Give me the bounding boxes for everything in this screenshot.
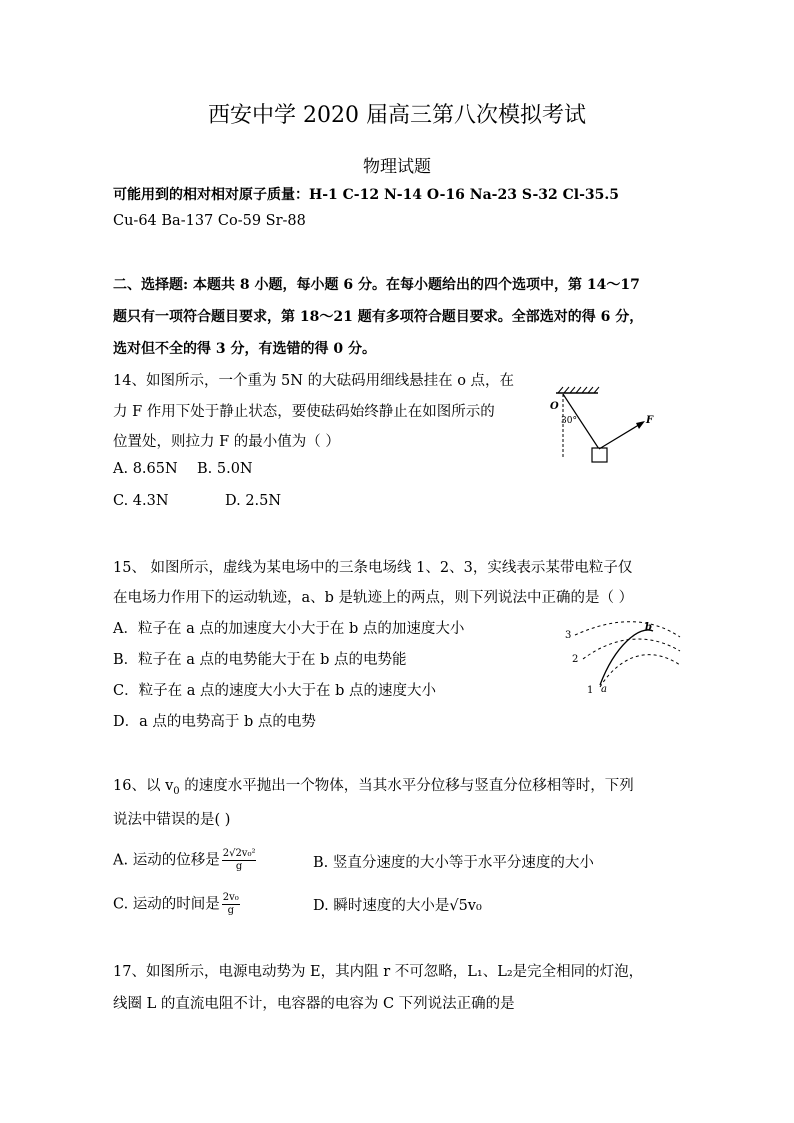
q14-figure (530, 385, 660, 470)
section2-line-1: 二、选择题: 本题共 8 小题，每小题 6 分。在每小题给出的四个选项中，第 14～17 (113, 277, 640, 293)
q15-option-b: B．粒子在 a 点的电势能大于在 b 点的电势能 (113, 652, 407, 668)
q16-line-2: 说法中错误的是( ) (113, 812, 231, 828)
q14-option-c: C. 4.3N (113, 493, 169, 509)
fraction-numerator: 2v₀ (222, 892, 239, 903)
q16-line-1-post: 的速度水平抛出一个物体，当其水平分位移与竖直分位移相等时，下列 (179, 778, 634, 794)
q15-line-2: 在电场力作用下的运动轨迹，a、b 是轨迹上的两点，则下列说法中正确的是（ ） (113, 590, 634, 606)
q15-option-a: A．粒子在 a 点的加速度大小大于在 b 点的加速度大小 (113, 621, 465, 637)
label-1: 1 (587, 685, 594, 696)
fraction-denominator: g (227, 905, 235, 916)
q15-option-c: C．粒子在 a 点的速度大小大于在 b 点的速度大小 (113, 683, 436, 699)
label-a: a (601, 684, 607, 695)
q16-line-1-pre: 16、以 (113, 778, 166, 794)
q16-option-c (113, 892, 242, 917)
q16-v0-sub: 0 (173, 785, 180, 797)
label-angle: 30° (561, 416, 577, 426)
label-3: 3 (565, 630, 572, 641)
q16-option-a (113, 848, 258, 873)
q16-option-d: D. 瞬时速度的大小是√5v₀ (313, 898, 482, 914)
ceiling-hatch (558, 387, 599, 393)
section2-line-3: 选对但不全的得 3 分，有选错的得 0 分。 (113, 341, 376, 357)
atomic-mass-line-2: Cu-64 Ba-137 Co-59 Sr-88 (113, 213, 306, 229)
q17-line-1: 17、如图所示，电源电动势为 E，其内阻 r 不可忽略，L₁、L₂是完全相同的灯泡， (113, 964, 644, 980)
label-f: F (646, 415, 654, 426)
q14-line-3: 位置处，则拉力 F 的最小值为（ ） (113, 434, 340, 450)
q16-v0: v (165, 778, 174, 794)
q16-option-b: B. 竖直分速度的大小等于水平分速度的大小 (313, 855, 594, 871)
q16-option-c-fraction (222, 892, 240, 917)
q16-option-a-text: A. 运动的位移是 (113, 852, 220, 869)
label-2: 2 (572, 654, 579, 665)
force-arrow-line (599, 423, 642, 449)
q16-option-a-fraction (222, 848, 257, 873)
exam-title: 西安中学 2020 届高三第八次模拟考试 (208, 103, 586, 128)
q14-option-d: D. 2.5N (225, 493, 282, 509)
q16-option-c-text: C. 运动的时间是 (113, 896, 220, 913)
field-line-3 (575, 622, 680, 637)
force-arrow-head (636, 421, 645, 429)
q15-option-d: D．a 点的电势高于 b 点的电势 (113, 714, 316, 730)
exam-subtitle: 物理试题 (363, 157, 431, 177)
label-b: b (645, 622, 652, 633)
q15-figure (555, 615, 685, 700)
q14-option-b: B. 5.0N (197, 461, 253, 477)
q16-line-1 (113, 774, 634, 797)
q14-line-1: 14、如图所示，一个重为 5N 的大砝码用细线悬挂在 o 点，在 (113, 373, 515, 389)
q14-line-2: 力 F 作用下处于静止状态，要使砝码始终静止在如图所示的 (113, 404, 495, 420)
field-line-2 (583, 639, 680, 659)
q17-line-2: 线圈 L 的直流电阻不计，电容器的电容为 C 下列说法正确的是 (113, 996, 515, 1012)
q15-line-1: 15、 如图所示，虚线为某电场中的三条电场线 1、2、3，实线表示某带电粒子仅 (113, 560, 633, 576)
weight-block (592, 448, 607, 462)
fraction-denominator: g (235, 861, 243, 872)
fraction-numerator: 2√2v₀² (222, 848, 256, 859)
q14-option-a: A. 8.65N (113, 461, 178, 477)
atomic-mass-line-1: 可能用到的相对相对原子质量：H-1 C-12 N-14 O-16 Na-23 S-32 Cl-35.5 (113, 187, 619, 203)
section2-line-2: 题只有一项符合题目要求，第 18～21 题有多项符合题目要求。全部选对的得 6 分， (113, 309, 644, 325)
label-o: O (550, 401, 559, 412)
